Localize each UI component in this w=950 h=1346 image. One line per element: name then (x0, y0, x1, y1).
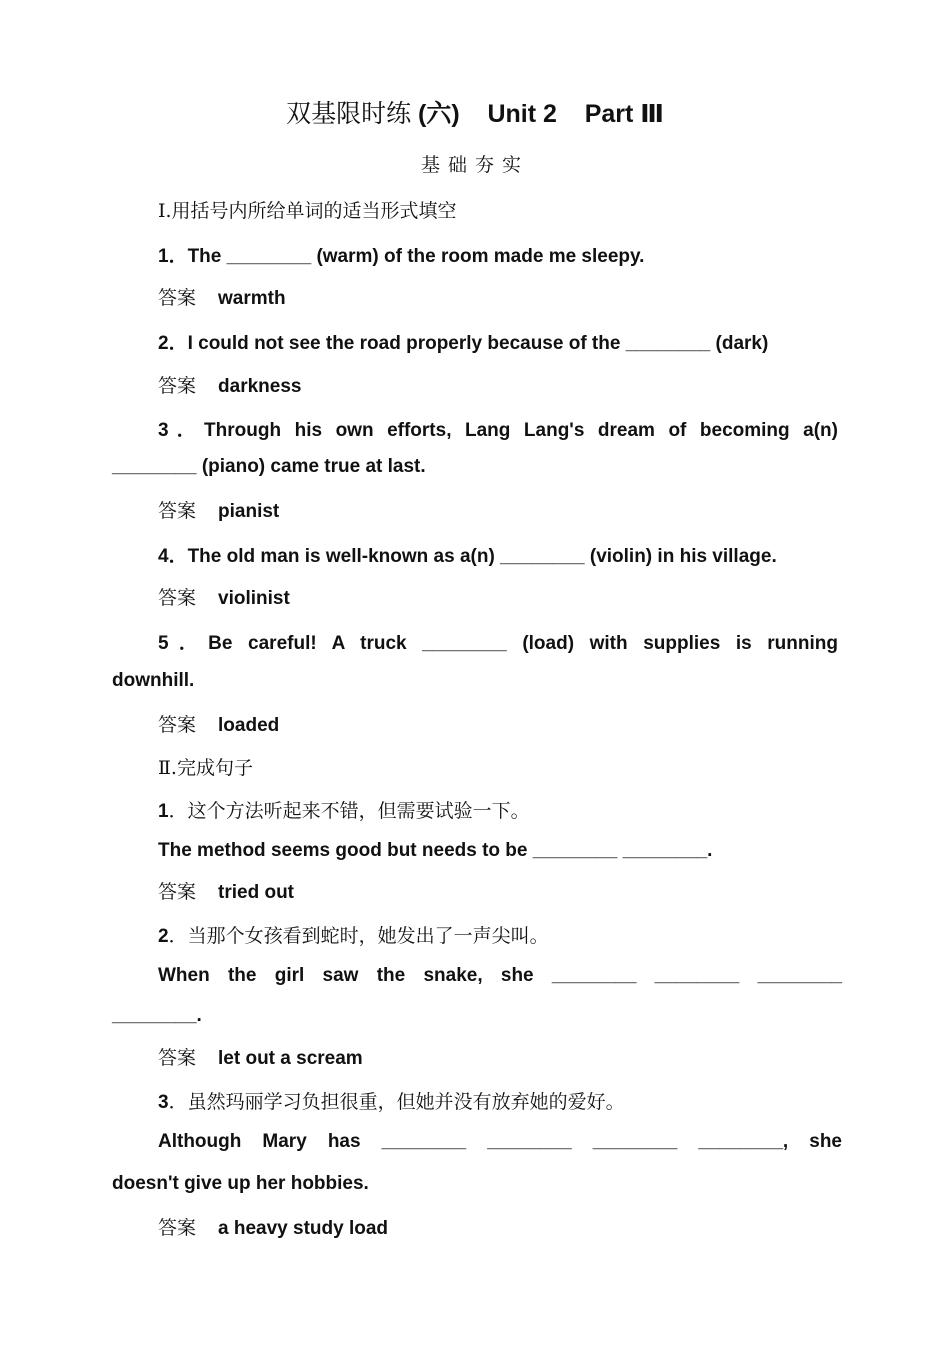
prompt-number: 3 (158, 1092, 169, 1113)
question-2: 2．I could not see the road properly because of the ________ (dark) (158, 333, 769, 354)
answer-value: let out a scream (218, 1048, 363, 1069)
question-3-line-2: ________ (piano) came true at last. (112, 456, 426, 477)
prompt-text: ．这个方法听起来不错，但需要试验一下。 (168, 800, 530, 822)
answer-value: warmth (218, 288, 286, 309)
prompt-1-chinese (158, 796, 530, 823)
answer-value: a heavy study load (218, 1218, 389, 1239)
answer-2-2 (158, 1043, 363, 1070)
answer-label: 答案 (158, 587, 197, 609)
answer-label: 答案 (158, 1047, 197, 1069)
answer-2-1 (158, 877, 294, 904)
prompt-text: ．当那个女孩看到蛇时，她发出了一声尖叫。 (168, 925, 549, 947)
answer-label: 答案 (158, 500, 197, 522)
answer-value: tried out (218, 882, 295, 903)
title-chinese: 双基限时练 (286, 99, 412, 128)
prompt-number: 2 (158, 926, 169, 947)
prompt-3-sentence-line-1: Although Mary has ________ ________ ________ ________, she (158, 1131, 842, 1152)
question-5-line-2: downhill. (112, 670, 195, 691)
answer-1 (158, 283, 286, 310)
answer-4 (158, 583, 290, 610)
answer-value: loaded (218, 715, 280, 736)
page-subtitle: 基础夯实 (420, 154, 529, 176)
answer-label: 答案 (158, 881, 197, 903)
answer-label: 答案 (158, 1217, 197, 1239)
prompt-2-chinese (158, 921, 549, 948)
prompt-1-sentence: The method seems good but needs to be ________ ________. (158, 840, 713, 861)
question-4: 4．The old man is well-known as a(n) ________ (violin) in his village. (158, 546, 777, 567)
section-1-heading: Ⅰ.用括号内所给单词的适当形式填空 (158, 200, 457, 222)
answer-2 (158, 371, 301, 398)
prompt-3-sentence-line-2: doesn't give up her hobbies. (112, 1173, 369, 1194)
answer-value: violinist (218, 588, 290, 609)
answer-2-3 (158, 1213, 388, 1240)
prompt-2-sentence-line-1: When the girl saw the snake, she ________ ________ ________ (158, 965, 842, 986)
question-5-line-1: 5．Be careful! A truck ________ (load) with supplies is running (158, 633, 838, 654)
question-1: 1．The ________ (warm) of the room made me sleepy. (158, 246, 645, 267)
answer-5 (158, 710, 279, 737)
section-2-heading: Ⅱ.完成句子 (158, 757, 253, 779)
answer-value: darkness (218, 376, 302, 397)
page-title (0, 94, 950, 130)
title-unit-part: (六) Unit 2 Part Ⅲ (418, 100, 664, 128)
answer-value: pianist (218, 501, 280, 522)
prompt-number: 1 (158, 801, 169, 822)
answer-label: 答案 (158, 375, 197, 397)
answer-label: 答案 (158, 714, 197, 736)
prompt-3-chinese (158, 1087, 625, 1114)
question-3-line-1: 3．Through his own efforts, Lang Lang's dream of becoming a(n) (158, 420, 838, 441)
prompt-2-sentence-line-2: ________. (112, 1005, 202, 1026)
answer-label: 答案 (158, 287, 197, 309)
prompt-text: ．虽然玛丽学习负担很重，但她并没有放弃她的爱好。 (168, 1091, 625, 1113)
answer-3 (158, 496, 279, 523)
